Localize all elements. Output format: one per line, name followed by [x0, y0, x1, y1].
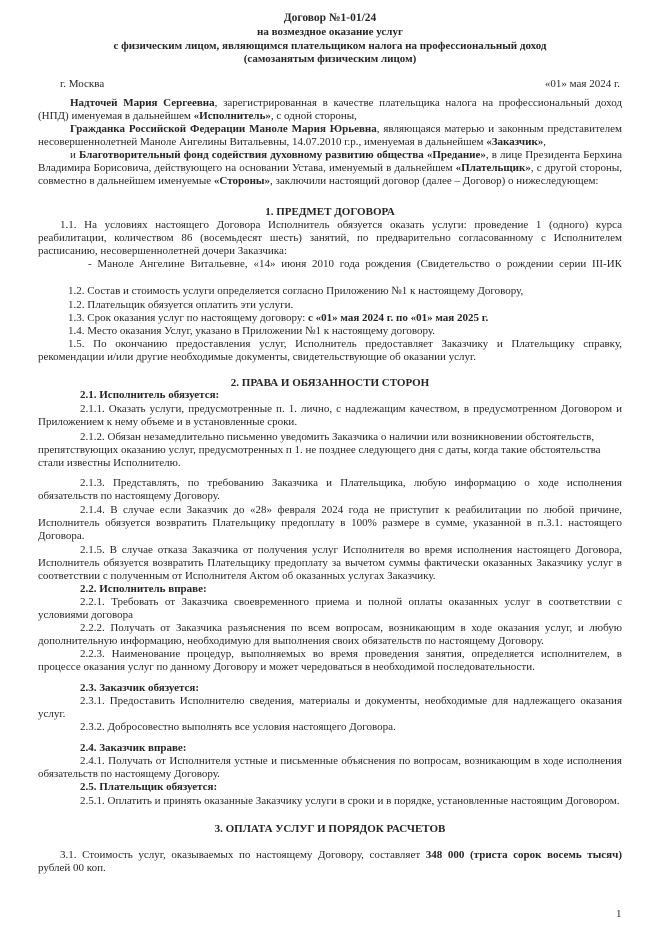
bold-text: 348 000 (триста сорок восемь тысяч)	[425, 849, 622, 861]
text-line	[38, 708, 622, 721]
clause	[38, 849, 622, 875]
text-line	[38, 544, 622, 557]
clause	[38, 622, 622, 648]
text: 1.5. По окончанию предоставления услуг, Исполнитель предоставляет Заказчику и Плательщику справку,	[68, 338, 622, 350]
text-line	[38, 299, 622, 312]
bold-text: Благотворительный фонд содействия духовному развитию общества «Предание»	[78, 149, 486, 161]
text: 2.2.2. Получать от Заказчика разъяснения по всем вопросам, возникающим в ходе оказания услуг, и любую	[80, 622, 622, 634]
text-line	[38, 457, 622, 470]
text: 2.2.1. Требовать от Заказчика своевременного приема и полной оплаты оказанных услуг в соответствии с	[80, 596, 622, 608]
subsection-heading	[38, 781, 622, 794]
party-executor	[38, 97, 622, 123]
text: условиями договора	[38, 609, 133, 621]
text: реабилитации, количеством 86 (восемьдесят шесть) занятий, по предварительно согласованному с Исполнителем	[38, 232, 622, 244]
subsection-heading	[38, 389, 622, 402]
text-line	[38, 123, 622, 136]
text-line	[38, 149, 622, 162]
contract-date: «01» мая 2024 г.	[544, 78, 620, 90]
text: , с одной стороны,	[270, 110, 357, 122]
text-line	[38, 823, 622, 836]
text-line	[38, 53, 622, 66]
clause	[38, 403, 622, 429]
clause	[38, 795, 622, 808]
text-line	[38, 768, 622, 781]
text-line	[38, 258, 622, 271]
bold-text: «Исполнитель»	[193, 110, 271, 122]
text: Договор №1-01/24	[283, 12, 377, 24]
text: 2. ПРАВА И ОБЯЗАННОСТИ СТОРОН	[230, 377, 430, 389]
contract-subtitle	[38, 53, 622, 66]
clause	[38, 544, 622, 583]
text: 2.5.1. Оплатить и принять оказанные Заказчику услуги в сроки и в порядке, установленные настоящим Договором.	[80, 795, 620, 807]
text-line	[38, 682, 622, 695]
text: 2.1.5. В случае отказа Заказчика от получения услуг Исполнителя во время исполнения настоящего Договора,	[80, 544, 622, 556]
text-line	[38, 338, 622, 351]
text-line	[38, 245, 622, 258]
text-line	[38, 570, 622, 583]
text-line	[38, 312, 622, 325]
text: 2.1.2. Обязан незамедлительно письменно уведомить Заказчика о наличии или возникновении обстоятельств,	[80, 431, 595, 443]
text: рублей 00 коп.	[38, 862, 106, 874]
text: обязательств по настоящему Договору.	[38, 768, 220, 780]
text-line	[38, 444, 622, 457]
clause	[38, 477, 622, 503]
subsection-heading	[38, 742, 622, 755]
text-line	[38, 504, 622, 517]
bold-text: с «01» мая 2024 г. по «01» мая 2025 г.	[308, 312, 489, 324]
contract-subtitle	[38, 26, 622, 39]
bold-text: 2.2. Исполнитель вправе:	[80, 583, 207, 595]
text: 1.4. Место оказания Услуг, указано в Приложении №1 к настоящему договору.	[68, 325, 436, 337]
text: Договора.	[38, 530, 85, 542]
text: Владимира Борисовича, действующего на основании Устава, именуемый в дальнейшем	[38, 162, 456, 174]
subsection-heading	[38, 682, 622, 695]
text: 2.1.3. Представлять, по требованию Заказчика и Плательщика, любую информацию о ходе исполнения	[80, 477, 622, 489]
bold-text: Надточей Мария Сергеевна	[70, 97, 215, 109]
text-line	[38, 110, 622, 123]
contract-title	[38, 12, 622, 25]
text: Исполнитель обязуется возвратить Плательщику предоплату за вычетом суммы фактически оказанных Заказчику услуг в	[38, 557, 622, 569]
clause	[38, 504, 622, 543]
bold-text: «Стороны»	[213, 175, 271, 187]
text: и	[70, 149, 79, 161]
text-line	[38, 530, 622, 543]
text-line	[38, 517, 622, 530]
clause	[38, 648, 622, 674]
text: стали известны Исполнителю.	[38, 457, 181, 469]
contract-subtitle	[38, 40, 622, 53]
text-line	[38, 219, 622, 232]
contract-city: г. Москва	[60, 78, 105, 90]
text-line	[38, 721, 622, 734]
text: 3.1. Стоимость услуг, оказываемых по настоящему Договору, составляет	[60, 849, 426, 861]
text-line	[38, 635, 622, 648]
text-line	[38, 557, 622, 570]
text: 1.1. На условиях настоящего Договора Исполнитель обязуется оказать услуги: проведение 1 (одного) курса	[60, 219, 622, 231]
text-line	[38, 648, 622, 661]
text: совместно в дальнейшем именуемые	[38, 175, 214, 187]
text-line	[38, 389, 622, 402]
text-line	[38, 232, 622, 245]
text: 2.3.1. Предоставить Исполнителю сведения, материалы и документы, необходимые для надлежащего оказания	[80, 695, 622, 707]
clause	[38, 695, 622, 721]
bold-text: «Плательщик»	[455, 162, 531, 174]
party-customer	[38, 123, 622, 149]
text: 2.3.2. Добросовестно выполнять все условия настоящего Договора.	[80, 721, 396, 733]
text: услуг.	[38, 708, 66, 720]
text-line	[38, 695, 622, 708]
clause	[38, 325, 622, 338]
text-line	[38, 755, 622, 768]
text: , заключили настоящий договор (далее – Договор) о нижеследующем:	[270, 175, 599, 187]
text-line	[38, 40, 622, 53]
text: Исполнитель обязуется возвратить Плательщику предоплату в 100% размере в сумме, указанной в п.3.1. настоящего	[38, 517, 622, 529]
text: Приложением к нему объеме и в установленные сроки.	[38, 416, 298, 428]
text-line	[38, 416, 622, 429]
text-line	[38, 661, 622, 674]
clause	[38, 219, 622, 258]
page-number: 1	[616, 908, 622, 920]
text: дополнительную информацию, необходимую для выполнения своих обязательств по настоящему Договору.	[38, 635, 544, 647]
text: расписанию, несовершеннолетней дочери Заказчика:	[38, 245, 287, 257]
text-line	[38, 849, 622, 862]
clause	[38, 312, 622, 325]
text-line	[38, 862, 622, 875]
text: соответствии с полученным от Исполнителя Актом об оказанных услугах Заказчику.	[38, 570, 436, 582]
bold-text: 2.4. Заказчик вправе:	[80, 742, 187, 754]
text-line	[38, 12, 622, 25]
text: 1.2. Состав и стоимость услуги определяется согласно Приложению №1 к настоящему Договору,	[68, 285, 524, 297]
text-line	[38, 477, 622, 490]
text-line	[38, 431, 622, 444]
clause	[38, 755, 622, 781]
text: 3. ОПЛАТА УСЛУГ И ПОРЯДОК РАСЧЕТОВ	[214, 823, 446, 835]
text-line	[38, 351, 622, 364]
text: 1.3. Срок оказания услуг по настоящему договору:	[68, 312, 309, 324]
text-line	[38, 490, 622, 503]
text-line	[38, 742, 622, 755]
clause	[38, 596, 622, 622]
section-heading	[38, 823, 622, 836]
text-line	[38, 136, 622, 149]
clause	[38, 299, 622, 312]
text-line	[38, 609, 622, 622]
text-line	[38, 596, 622, 609]
text-line	[38, 162, 622, 175]
text: с физическим лицом, являющимся плательщиком налога на профессиональный доход	[113, 40, 547, 52]
text-line	[38, 175, 622, 188]
bold-text: 2.1. Исполнитель обязуется:	[80, 389, 220, 401]
text: рекомендации и/или другие необходимые документы, свидетельствующие об оказании услуг.	[38, 351, 477, 363]
text: 2.4.1. Получать от Исполнителя устные и письменные объяснения по вопросам, возникающим в ходе исполнения	[80, 755, 622, 767]
text: , зарегистрированная в качестве плательщика налога на профессиональный доход	[214, 97, 623, 109]
text: 1.2. Плательщик обязуется оплатить эти услуги.	[68, 299, 294, 311]
clause	[38, 721, 622, 734]
text: 2.2.3. Наименование процедур, выполняемых во время проведения занятия, определяется исполнителем, в	[80, 648, 622, 660]
text: 1. ПРЕДМЕТ ДОГОВОРА	[265, 206, 395, 218]
text-line	[38, 795, 622, 808]
text: 2.1.4. В случае если Заказчик до «28» февраля 2024 года не приступит к реабилитации по любой причине,	[80, 504, 622, 516]
bold-text: «Заказчик»	[486, 136, 544, 148]
clause	[38, 338, 622, 364]
text: , являющаяся матерью и законным представителем	[376, 123, 622, 135]
text-line	[38, 285, 622, 298]
section-heading	[38, 206, 622, 219]
clause	[38, 431, 622, 470]
party-payer	[38, 149, 622, 188]
bold-text: 2.3. Заказчик обязуется:	[80, 682, 200, 694]
text: ,	[543, 136, 547, 148]
text-line	[38, 781, 622, 794]
text: препятствующих оказанию услуг, предусмотренных п 1. не позднее следующего дня с даты, когда такие обстоятельства	[38, 444, 601, 456]
clause	[38, 285, 622, 298]
text-line	[38, 26, 622, 39]
text: несовершеннолетней Маноле Ангелины Витальевны, 14.07.2010 г.р., именуемая в дальнейшем	[38, 136, 487, 148]
text: (самозанятым физическим лицом)	[243, 53, 417, 65]
text: (НПД) именуемая в дальнейшем	[38, 110, 194, 122]
text: процессе оказания услуг по данному Договору и может чередоваться в необходимой последовательности.	[38, 661, 535, 673]
text-line	[38, 403, 622, 416]
clause	[38, 258, 622, 271]
text-line	[38, 622, 622, 635]
text: обязательств по настоящему Договору.	[38, 490, 220, 502]
text: - Маноле Ангелине Витальевне, «14» июня 2010 года рождения (Свидетельство о рождении серии III-ИК	[88, 258, 622, 270]
text-line	[38, 325, 622, 338]
subsection-heading	[38, 583, 622, 596]
text-line	[38, 97, 622, 110]
bold-text: Гражданка Российской Федерации Маноле Мария Юрьевна	[70, 123, 377, 135]
text: 2.1.1. Оказать услуги, предусмотренные п. 1. лично, с надлежащим качеством, в предусмотренном Договором и	[80, 403, 622, 415]
text-line	[38, 583, 622, 596]
text: на возмездное оказание услуг	[257, 26, 403, 38]
bold-text: 2.5. Плательщик обязуется:	[80, 781, 218, 793]
text-line	[38, 206, 622, 219]
text: , в лице Президента Берхина	[485, 149, 623, 161]
text: , с другой стороны,	[530, 162, 622, 174]
